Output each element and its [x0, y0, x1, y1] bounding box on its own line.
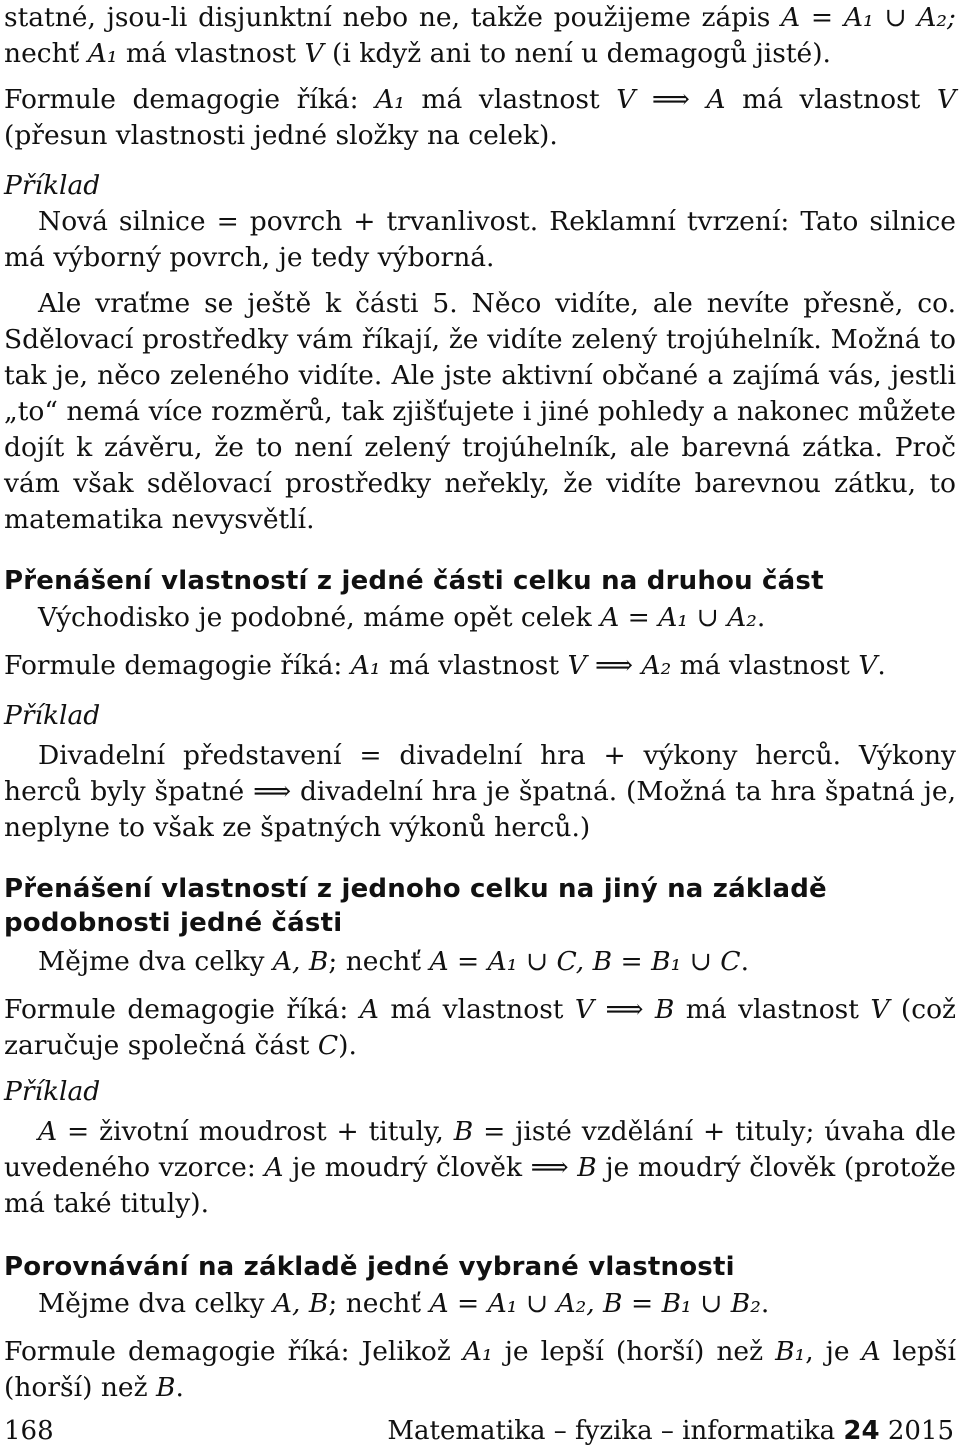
example-1-paragraph-2: Ale vraťme se ještě k části 5. Něco vidíte, ale nevíte přesně, co. Sdělovací prostředky vám říkají, že vidíte zelený trojúhelník. Možná to tak je, něco zeleného vidíte. Ale jste aktivní občané a zajímá vás, jestli „to“ nemá více rozměrů, tak zjišťujete i jiné pohledy a nakonec můžete dojít k závěru, že to není zelený trojúhelník, ale barevná zátka. Proč vám však sdělovací prostředky neřekly, že vidíte barevnou zátku, to matematika nevysvětlí. [4, 288, 956, 535]
page-content [4, 0, 956, 1406]
example-1-paragraph-1: Nová silnice = povrch + trvanlivost. Reklamní tvrzení: Tato silnice má výborný povrch, je tedy výborná. [4, 206, 956, 273]
section-3-paragraph-1: Mějme dva celky A, B; nechť A = A₁ ∪ C, B = B₁ ∪ C. [38, 946, 750, 977]
journal-volume: 24 [843, 1416, 880, 1446]
paragraph-1: statné, jsou-li disjunktní nebo ne, takže použijeme zápis A = A₁ ∪ A₂; nechť A₁ má vlastnost V (i když ani to není u demagogů jisté). [4, 2, 956, 69]
section-3-paragraph-2: Formule demagogie říká: A má vlastnost V ⟹ B má vlastnost V (což zaručuje společná část C). [4, 994, 957, 1061]
section-heading-comparison: Porovnávání na základě jedné vybrané vlastnosti [4, 1252, 735, 1282]
section-heading-wholes: Přenášení vlastností z jednoho celku na jiný na základě podobnosti jedné části [4, 874, 827, 938]
page-footer [4, 1414, 954, 1448]
example-label: Příklad [4, 1076, 101, 1107]
page-number: 168 [4, 1416, 54, 1446]
paragraph-2: Formule demagogie říká: A₁ má vlastnost V ⟹ A má vlastnost V (přesun vlastnosti jedné složky na celek). [4, 84, 957, 151]
example-3-paragraph: A = životní moudrost + tituly, B = jisté vzdělání + tituly; úvaha dle uvedeného vzorce: A je moudrý člověk ⟹ B je moudrý člověk (protože má také tituly). [4, 1116, 957, 1219]
journal-info: Matematika – fyzika – informatika 24 2015 [387, 1416, 954, 1446]
section-heading-parts: Přenášení vlastností z jedné části celku na druhou část [4, 566, 824, 596]
section-4-paragraph-1: Mějme dva celky A, B; nechť A = A₁ ∪ A₂, B = B₁ ∪ B₂. [38, 1288, 770, 1319]
section-2-paragraph-1: Východisko je podobné, máme opět celek A = A₁ ∪ A₂. [38, 602, 766, 633]
section-2-paragraph-2: Formule demagogie říká: A₁ má vlastnost V ⟹ A₂ má vlastnost V. [4, 650, 886, 681]
section-4-paragraph-2: Formule demagogie říká: Jelikož A₁ je lepší (horší) než B₁, je A lepší (horší) než B. [4, 1336, 957, 1403]
formula-a-union: A = A₁ ∪ A₂; [781, 2, 956, 33]
example-label: Příklad [4, 700, 101, 731]
example-2-paragraph: Divadelní představení = divadelní hra + výkony herců. Výkony herců byly špatné ⟹ divadelní hra je špatná. (Možná ta hra špatná je, neplyne to však ze špatných výkonů herců.) [4, 740, 956, 843]
example-label: Příklad [4, 170, 101, 201]
